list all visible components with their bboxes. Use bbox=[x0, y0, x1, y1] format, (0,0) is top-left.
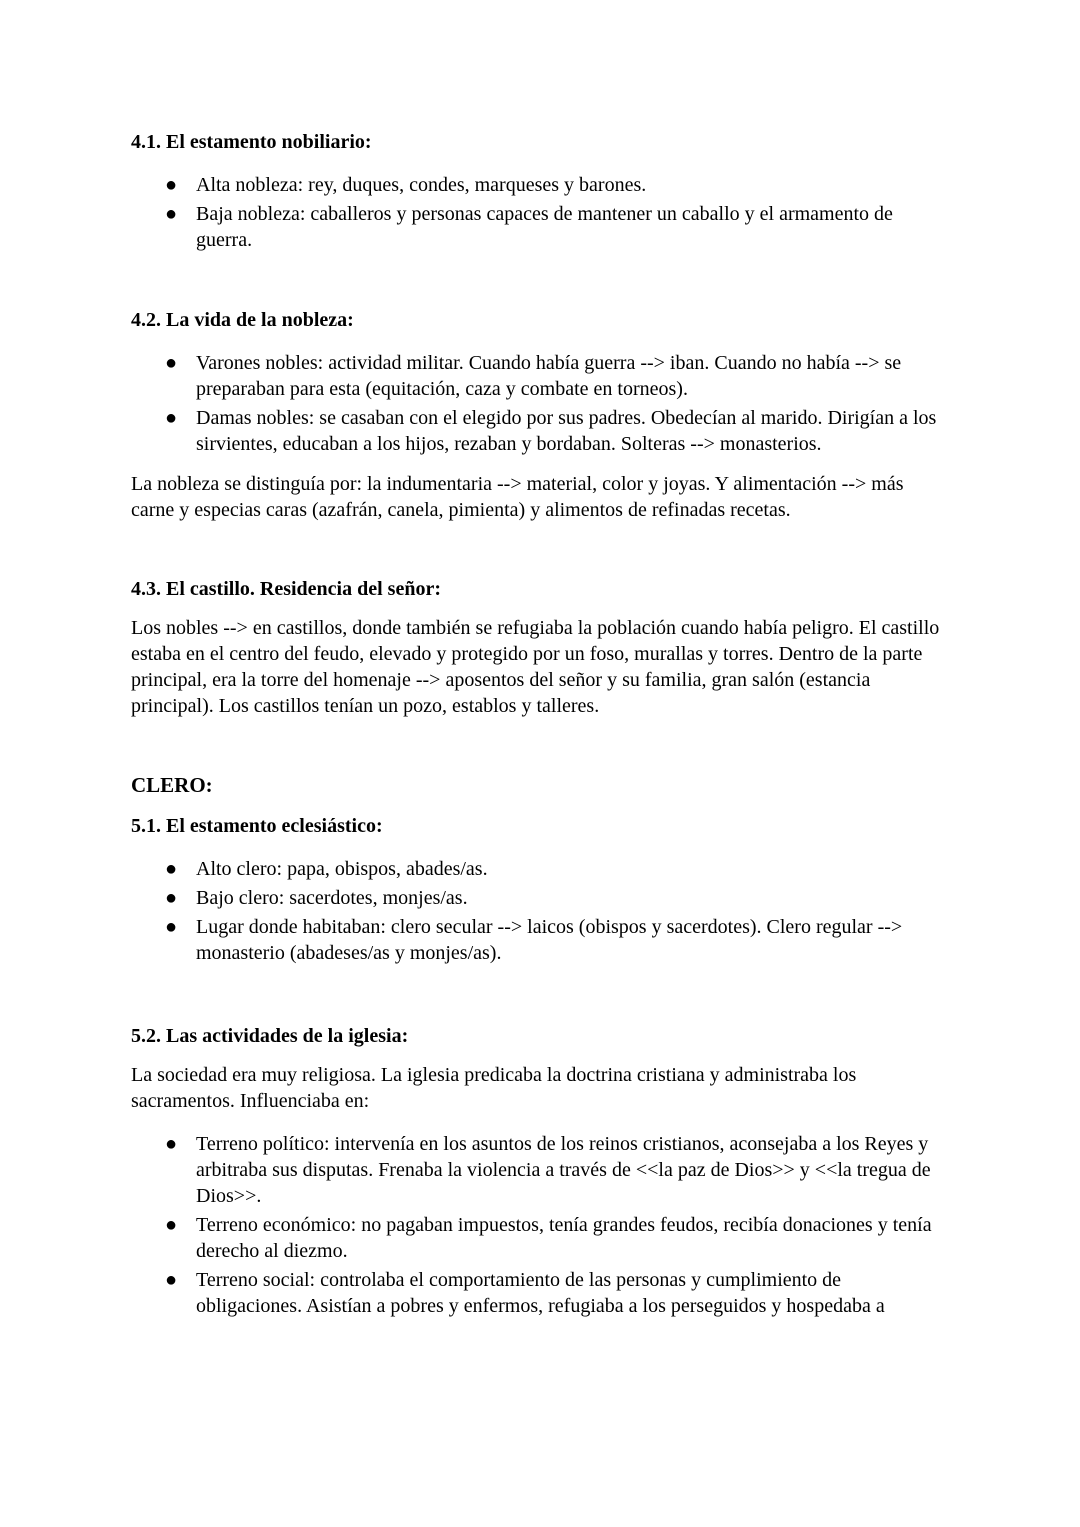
list-item: ● Varones nobles: actividad militar. Cuando había guerra --> iban. Cuando no había --> se preparaban para esta (equitación, caza y combate en torneos). bbox=[165, 352, 902, 400]
heading-4-3: 4.3. El castillo. Residencia del señor: bbox=[131, 578, 441, 600]
bullet-icon: ● bbox=[165, 1214, 178, 1236]
heading-4-1: 4.1. El estamento nobiliario: bbox=[131, 131, 372, 153]
bullet-icon: ● bbox=[165, 174, 178, 196]
heading-clero: CLERO: bbox=[131, 773, 213, 797]
paragraph-castillo: Los nobles --> en castillos, donde también se refugiaba la población cuando había peligro. El castillo estaba en el centro del feudo, elevado y protegido por un foso, murallas y torres. Dentro de la parte principal, era la torre del homenaje --> aposentos del señor y su familia, gran salón (estancia principal). Los castillos tenían un pozo, establos y talleres. bbox=[131, 617, 940, 717]
list-item: ● Terreno político: intervenía en los asuntos de los reinos cristianos, aconsejaba a los Reyes y arbitraba sus disputas. Frenaba la violencia a través de <<la paz de Dios>> y <<la tregua de Dios>>. bbox=[165, 1133, 931, 1207]
list-4-2 bbox=[131, 350, 951, 457]
list-item: ● Baja nobleza: caballeros y personas capaces de mantener un caballo y el armamento de guerra. bbox=[165, 203, 893, 251]
list-item: ● Alta nobleza: rey, duques, condes, marqueses y barones. bbox=[165, 174, 647, 196]
list-item: ● Terreno social: controlaba el comportamiento de las personas y cumplimiento de obligaciones. Asistían a pobres y enfermos, refugiaba a los perseguidos y hospedaba a bbox=[165, 1269, 885, 1317]
list-5-1 bbox=[131, 856, 951, 966]
heading-4-2: 4.2. La vida de la nobleza: bbox=[131, 309, 354, 331]
list-5-2 bbox=[131, 1131, 951, 1319]
bullet-icon: ● bbox=[165, 916, 178, 938]
bullet-icon: ● bbox=[165, 407, 178, 429]
list-item: ● Damas nobles: se casaban con el elegido por sus padres. Obedecían al marido. Dirigían a los sirvientes, educaban a los hijos, rezaban y bordaban. Solteras --> monasterios. bbox=[165, 407, 937, 455]
list-item: ● Alto clero: papa, obispos, abades/as. bbox=[165, 858, 488, 880]
list-4-1 bbox=[131, 172, 951, 253]
list-item: ● Bajo clero: sacerdotes, monjes/as. bbox=[165, 887, 468, 909]
bullet-icon: ● bbox=[165, 858, 178, 880]
bullet-icon: ● bbox=[165, 1269, 178, 1291]
paragraph-iglesia: La sociedad era muy religiosa. La iglesia predicaba la doctrina cristiana y administraba los sacramentos. Influenciaba en: bbox=[131, 1064, 857, 1112]
bullet-icon: ● bbox=[165, 1133, 178, 1155]
list-item: ● Terreno económico: no pagaban impuestos, tenía grandes feudos, recibía donaciones y tenía derecho al diezmo. bbox=[165, 1214, 932, 1262]
bullet-icon: ● bbox=[165, 887, 178, 909]
document-page bbox=[131, 129, 951, 1319]
list-item: ● Lugar donde habitaban: clero secular --> laicos (obispos y sacerdotes). Clero regular --> monasterio (abadeses/as y monjes/as). bbox=[165, 916, 903, 964]
heading-5-2: 5.2. Las actividades de la iglesia: bbox=[131, 1025, 409, 1047]
bullet-icon: ● bbox=[165, 203, 178, 225]
bullet-icon: ● bbox=[165, 352, 178, 374]
paragraph-nobleza: La nobleza se distinguía por: la indumentaria --> material, color y joyas. Y alimentación --> más carne y especias caras (azafrán, canela, pimienta) y alimentos de refinadas recetas. bbox=[131, 473, 904, 521]
heading-5-1: 5.1. El estamento eclesiástico: bbox=[131, 815, 383, 837]
